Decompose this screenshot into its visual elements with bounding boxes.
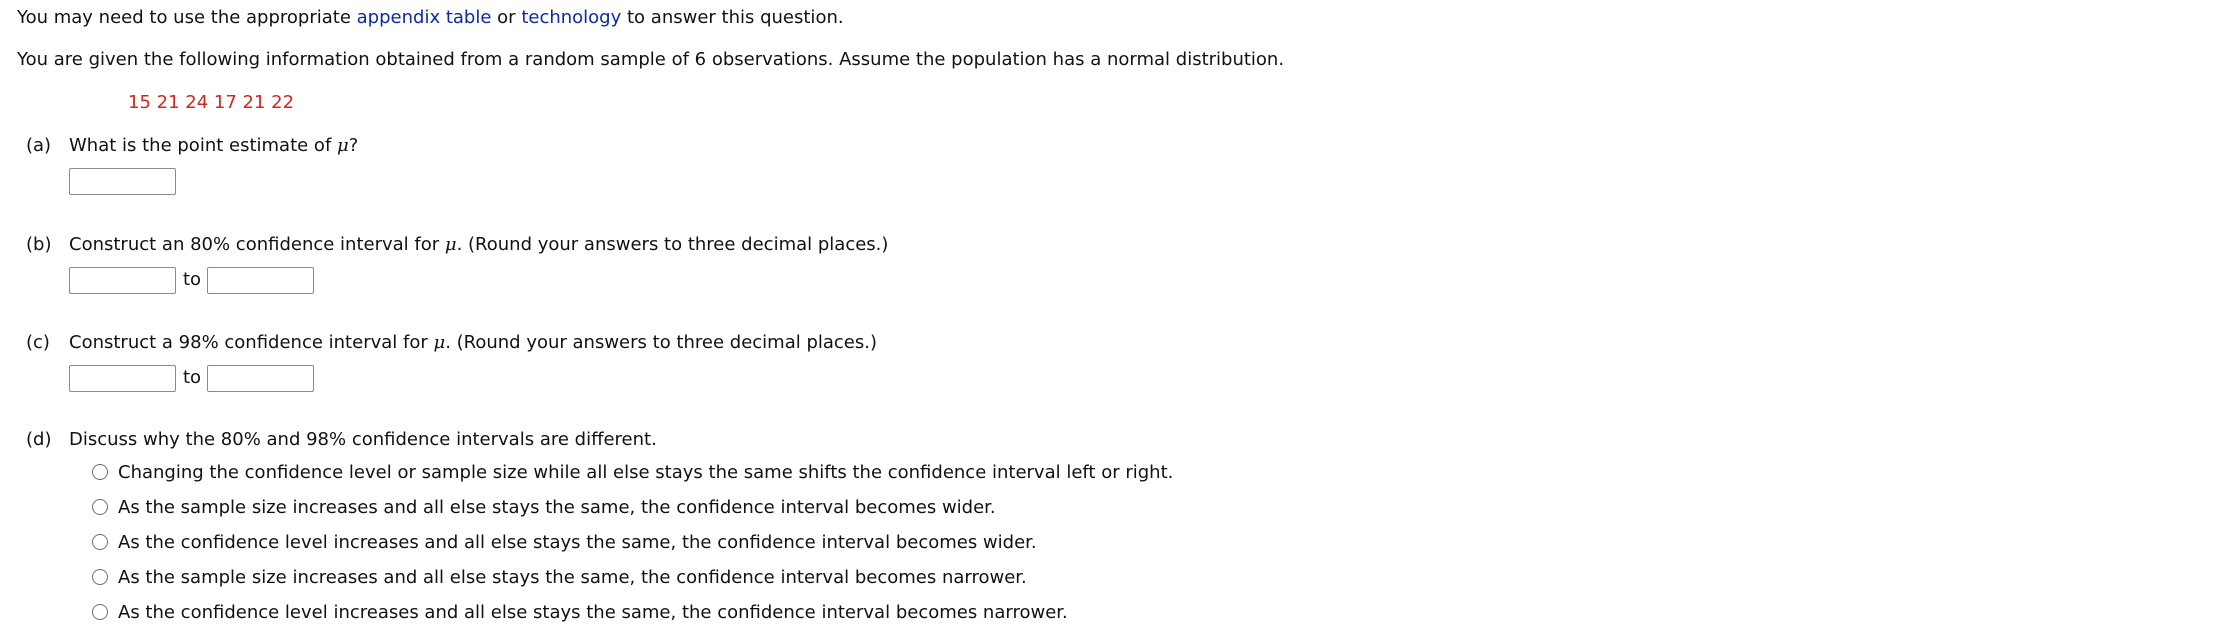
part-b-text-end: . (Round your answers to three decimal places.) (456, 234, 889, 255)
option-1-radio[interactable] (92, 464, 108, 480)
option-3-radio[interactable] (92, 534, 108, 550)
part-b-question (69, 234, 888, 255)
part-c-label: (c) (26, 332, 50, 353)
intro-prefix: You may need to use the appropriate (17, 7, 351, 28)
part-a-text-end: ? (348, 135, 359, 156)
option-5-radio[interactable] (92, 604, 108, 620)
part-a-label: (a) (26, 135, 52, 156)
part-b-text: Construct an 80% confidence interval for (69, 234, 440, 255)
part-c-question (69, 332, 877, 353)
part-c-text-end: . (Round your answers to three decimal places.) (445, 332, 878, 353)
option-2-radio[interactable] (92, 499, 108, 515)
part-a-text: What is the point estimate of (69, 135, 332, 156)
technology-link[interactable]: technology (521, 7, 622, 28)
ci98-lower-input[interactable] (69, 365, 176, 392)
option-3-label[interactable]: As the confidence level increases and all else stays the same, the confidence interval becomes wider. (118, 532, 1037, 553)
ci98-to-label: to (183, 367, 202, 388)
part-a-question (69, 135, 358, 156)
part-d-label: (d) (26, 429, 52, 450)
part-b-label: (b) (26, 234, 52, 255)
mu-symbol: μ (337, 135, 349, 156)
option-1-label[interactable]: Changing the confidence level or sample size while all else stays the same shifts the confidence interval left or right. (118, 462, 1174, 483)
intro-middle: or (497, 7, 516, 28)
option-5-label[interactable]: As the confidence level increases and all else stays the same, the confidence interval becomes narrower. (118, 602, 1068, 623)
ci98-upper-input[interactable] (207, 365, 314, 392)
ci80-upper-input[interactable] (207, 267, 314, 294)
option-2-label[interactable]: As the sample size increases and all else stays the same, the confidence interval becomes wider. (118, 497, 996, 518)
appendix-table-link[interactable]: appendix table (356, 7, 492, 28)
mu-symbol: μ (433, 332, 446, 353)
ci80-to-label: to (183, 269, 202, 290)
option-4-label[interactable]: As the sample size increases and all else stays the same, the confidence interval becomes narrower. (118, 567, 1027, 588)
point-estimate-input[interactable] (69, 168, 176, 195)
part-c-text: Construct a 98% confidence interval for (69, 332, 428, 353)
mu-symbol: μ (444, 234, 457, 255)
intro-line (17, 7, 844, 28)
sample-values: 15 21 24 17 21 22 (128, 92, 295, 113)
ci80-lower-input[interactable] (69, 267, 176, 294)
intro-suffix: to answer this question. (627, 7, 844, 28)
given-statement: You are given the following information obtained from a random sample of 6 observations. Assume the population has a normal distribution. (17, 49, 1285, 70)
option-4-radio[interactable] (92, 569, 108, 585)
part-d-question: Discuss why the 80% and 98% confidence intervals are different. (69, 429, 657, 450)
